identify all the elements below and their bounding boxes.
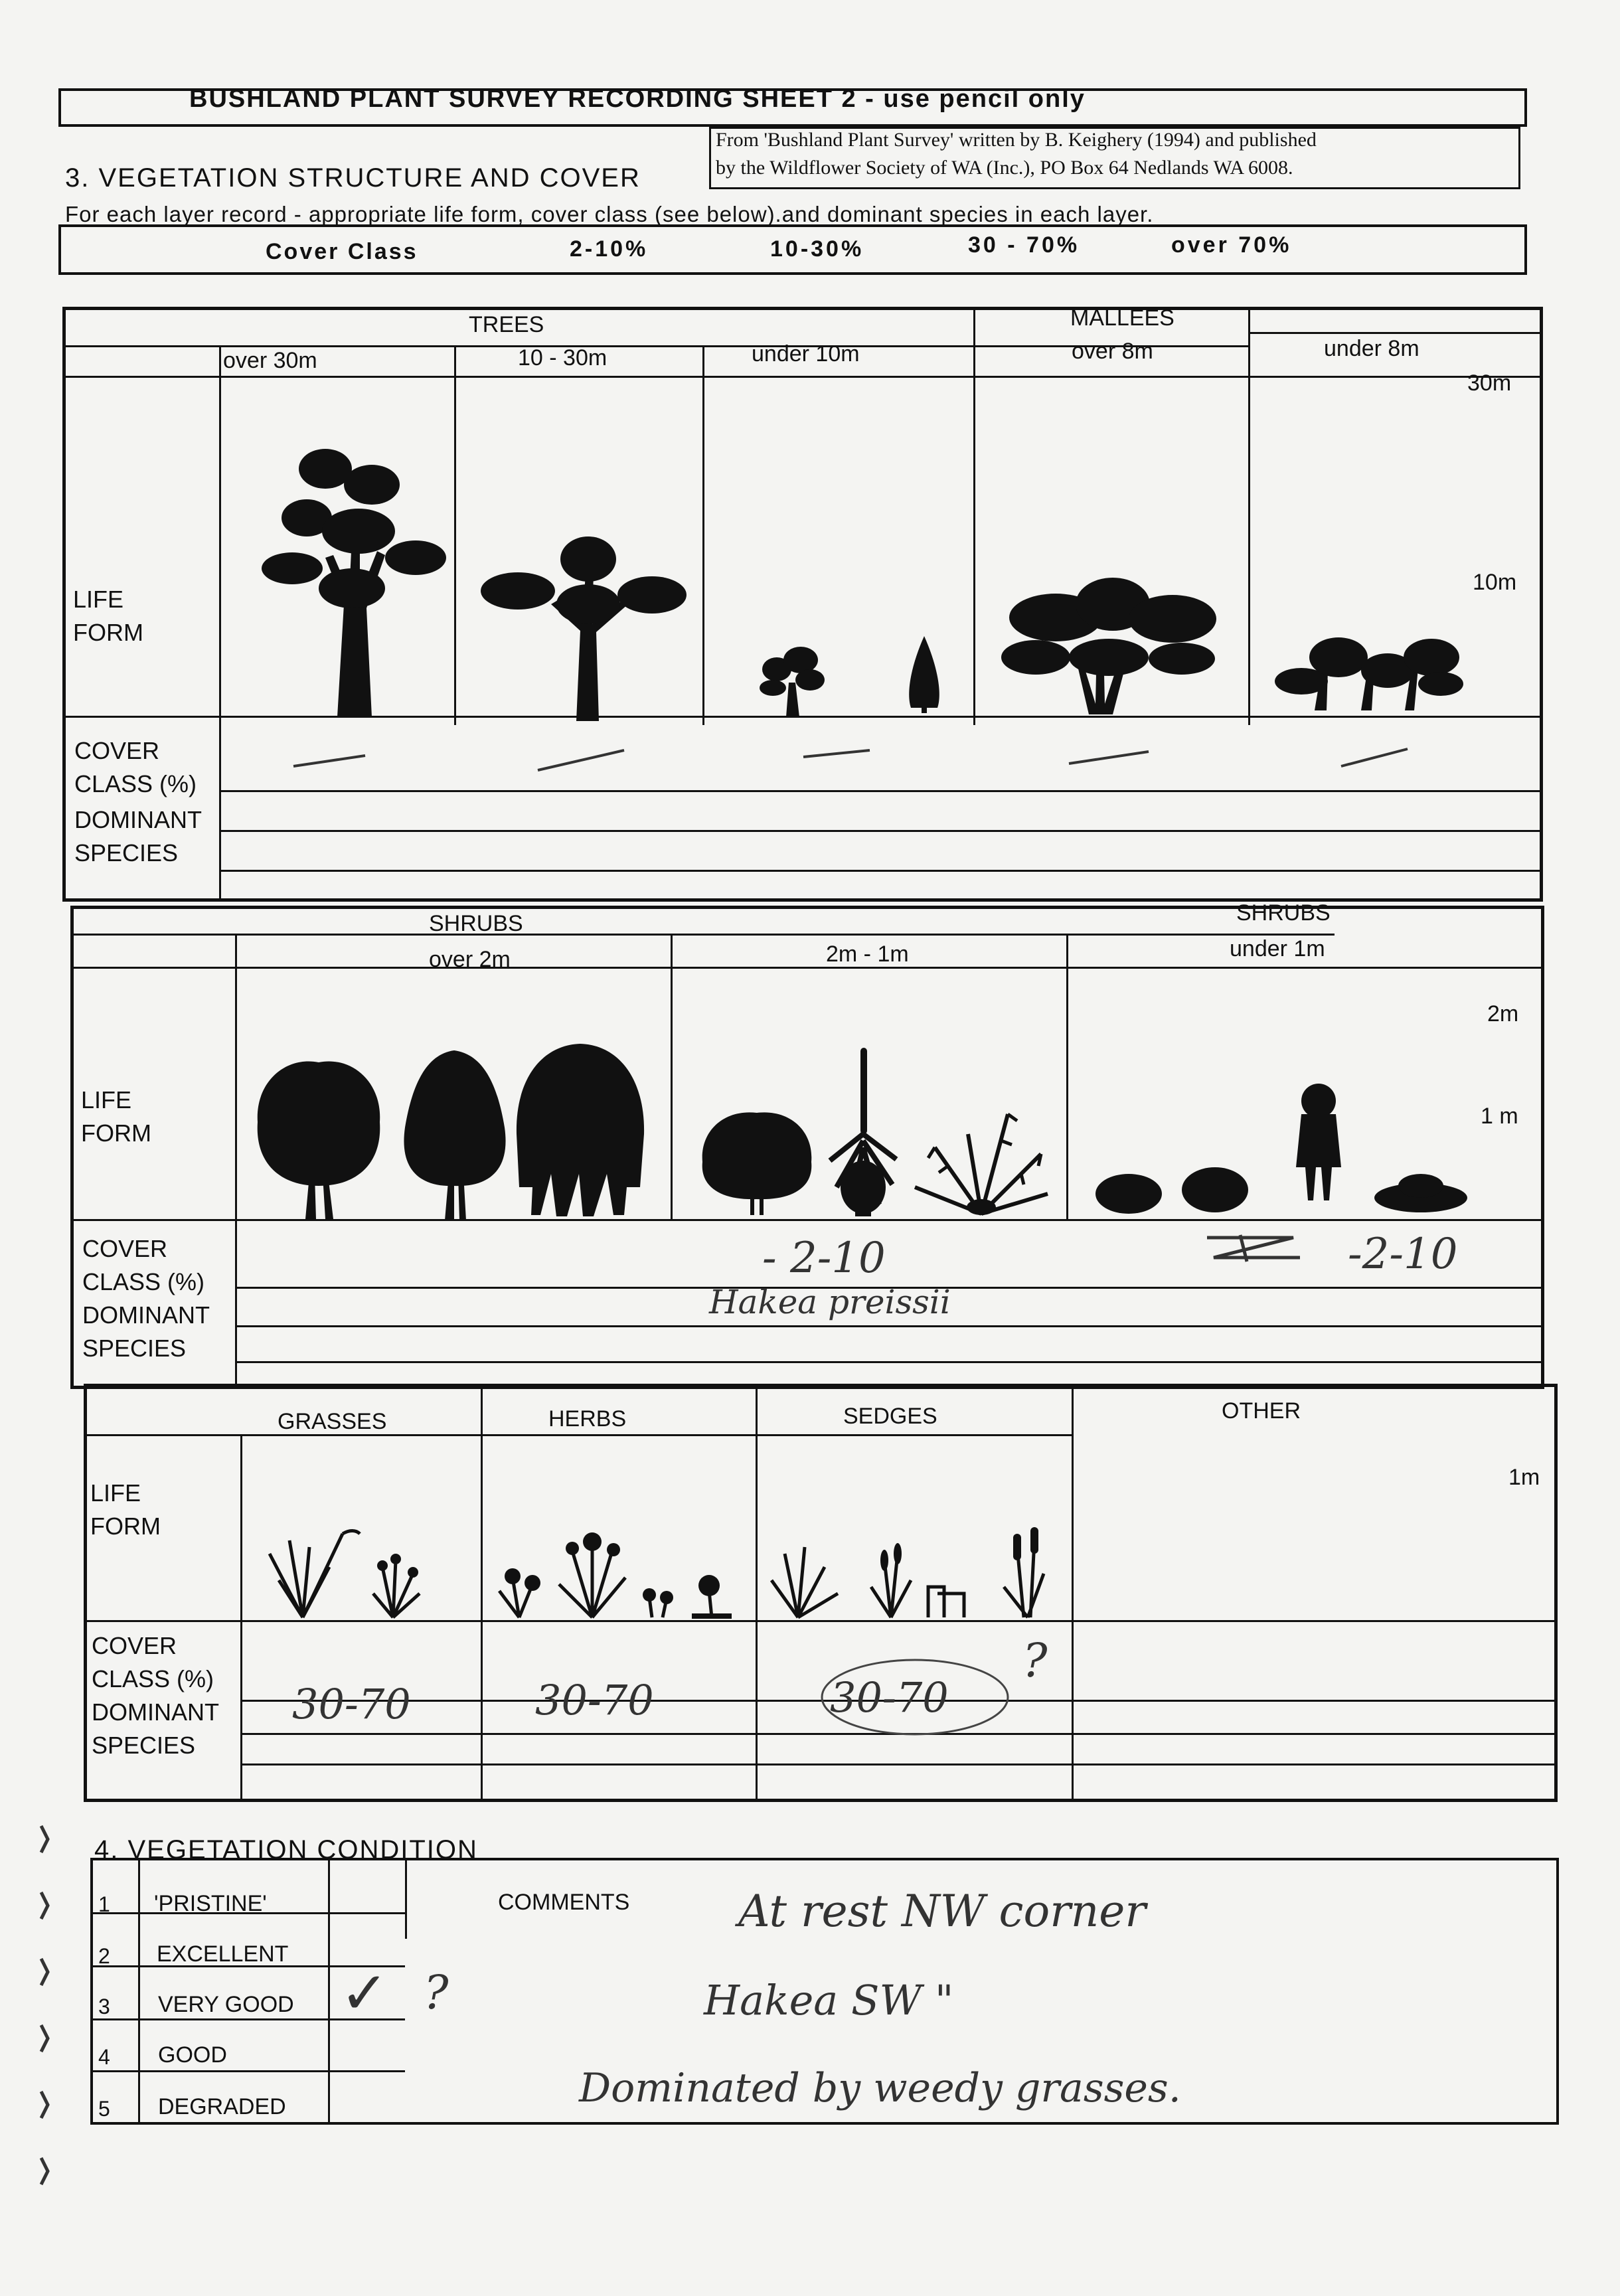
condition-num-5: 5 (98, 2097, 110, 2121)
shrubs-group-label-right: SHRUBS (1236, 900, 1331, 926)
fern-palm-icon (908, 1107, 1054, 1216)
condition-label-4: GOOD (158, 2042, 227, 2068)
shrubs-col-over-2m: over 2m (429, 947, 511, 972)
round-shrub-icon (252, 1056, 385, 1222)
source-line-1: From 'Bushland Plant Survey' written by B. Keighery (1994) and published (716, 129, 1317, 151)
trees-cover-marks (285, 737, 1481, 783)
shrubs-scale-2m: 2m (1487, 1001, 1519, 1026)
grasstree-icon (823, 1048, 903, 1218)
trees-col-over-30m: over 30m (223, 348, 317, 373)
sedges-cover-value: 30-70 (830, 1673, 949, 1722)
grass-icon (263, 1527, 429, 1620)
tall-tree-icon (259, 438, 458, 724)
trees-life-form-label: LIFE FORM (73, 586, 143, 646)
cover-class-label: Cover Class (266, 239, 418, 264)
sedges-question-mark: ? (1022, 1633, 1048, 1688)
bush-icon (697, 1102, 817, 1216)
comments-label: COMMENTS (498, 1890, 630, 1915)
small-tree-icon (753, 643, 833, 717)
section-3-heading: 3. VEGETATION STRUCTURE AND COVER (65, 163, 641, 193)
ground-scale-1m: 1m (1508, 1465, 1540, 1490)
trees-cover-label: COVER CLASS (%) (74, 737, 197, 797)
shrubs-group-label-left: SHRUBS (429, 911, 523, 936)
ground-dominant-label: DOMINANT SPECIES (92, 1698, 219, 1759)
condition-num-3: 3 (98, 1995, 110, 2018)
cover-class-3: 30 - 70% (968, 232, 1080, 258)
tall-shrub-icon (398, 1048, 511, 1223)
ground-col-other: OTHER (1222, 1398, 1301, 1424)
ground-col-herbs: HERBS (548, 1406, 627, 1432)
herbs-icon (493, 1524, 738, 1620)
ground-col-grasses: GRASSES (278, 1409, 387, 1434)
ground-col-sedges: SEDGES (843, 1404, 937, 1429)
very-good-check-icon: ✓ (340, 1959, 389, 2027)
shrubs-col-under-1m: under 1m (1230, 936, 1325, 961)
ground-cover-label: COVER CLASS (%) (92, 1632, 214, 1692)
shrubs-scale-1m: 1 m (1481, 1104, 1518, 1129)
section-4-heading: 4. VEGETATION CONDITION (94, 1835, 478, 1864)
condition-num-2: 2 (98, 1944, 110, 1968)
medium-tree-icon (478, 531, 690, 724)
trees-dominant-label: DOMINANT SPECIES (74, 806, 202, 866)
shrubs-col-2m-1m: 2m - 1m (826, 942, 909, 967)
herbs-cover-value: 30-70 (535, 1676, 654, 1724)
low-shrubs-icon (1089, 1081, 1474, 1214)
condition-label-3: VERY GOOD (158, 1992, 294, 2017)
mallee-short-icon (1275, 631, 1463, 713)
condition-num-1: 1 (98, 1892, 110, 1916)
trees-col-under-10m: under 10m (752, 341, 860, 367)
mallees-col-under-8m: under 8m (1324, 336, 1419, 361)
sedges-icon (765, 1534, 1057, 1620)
trees-group-label: TREES (469, 312, 544, 337)
condition-num-4: 4 (98, 2045, 110, 2069)
shrubs-dominant-label: DOMINANT SPECIES (82, 1301, 210, 1362)
cover-class-4: over 70% (1171, 232, 1292, 258)
sheet-title: BUSHLAND PLANT SURVEY RECORDING SHEET 2 - use pencil only (189, 85, 1086, 113)
instruction-text: For each layer record - appropriate life form, cover class (see below).and dominant species in each layer. (65, 202, 1154, 226)
comment-line-1: At rest NW corner (738, 1886, 1146, 1937)
comment-line-2: Hakea SW " (704, 1976, 954, 2024)
shrubs-cover-under-1m: -2-10 (1348, 1230, 1458, 1279)
weeping-shrub-icon (514, 1041, 647, 1220)
grasses-cover-value: 30-70 (292, 1680, 411, 1728)
condition-label-5: DEGRADED (158, 2094, 286, 2119)
comment-line-3: Dominated by weedy grasses. (579, 2065, 1181, 2111)
mallees-col-over-8m: over 8m (1072, 339, 1153, 364)
trees-col-10-30m: 10 - 30m (518, 345, 608, 370)
shrubs-cover-label: COVER CLASS (%) (82, 1235, 205, 1295)
binding-marks (35, 1819, 61, 2218)
trees-scale-30m: 30m (1467, 370, 1512, 396)
trees-scale-10m: 10m (1473, 570, 1517, 595)
condition-label-1: 'PRISTINE' (154, 1891, 267, 1916)
conifer-icon (904, 636, 944, 713)
mallees-group-label: MALLEES (1070, 305, 1174, 331)
scribble-mark (1200, 1231, 1307, 1264)
condition-label-2: EXCELLENT (157, 1941, 289, 1967)
condition-question-mark: ? (424, 1965, 449, 2020)
ground-life-form-label: LIFE FORM (90, 1479, 161, 1540)
source-line-2: by the Wildflower Society of WA (Inc.), PO Box 64 Nedlands WA 6008. (716, 157, 1293, 179)
shrubs-cover-mid: - 2-10 (762, 1234, 886, 1283)
cover-class-2: 10-30% (770, 236, 864, 262)
shrubs-dominant-species: Hakea preissii (709, 1283, 951, 1321)
shrubs-life-form-label: LIFE FORM (81, 1086, 151, 1147)
mallee-tall-icon (996, 578, 1222, 717)
cover-class-1: 2-10% (570, 236, 649, 262)
